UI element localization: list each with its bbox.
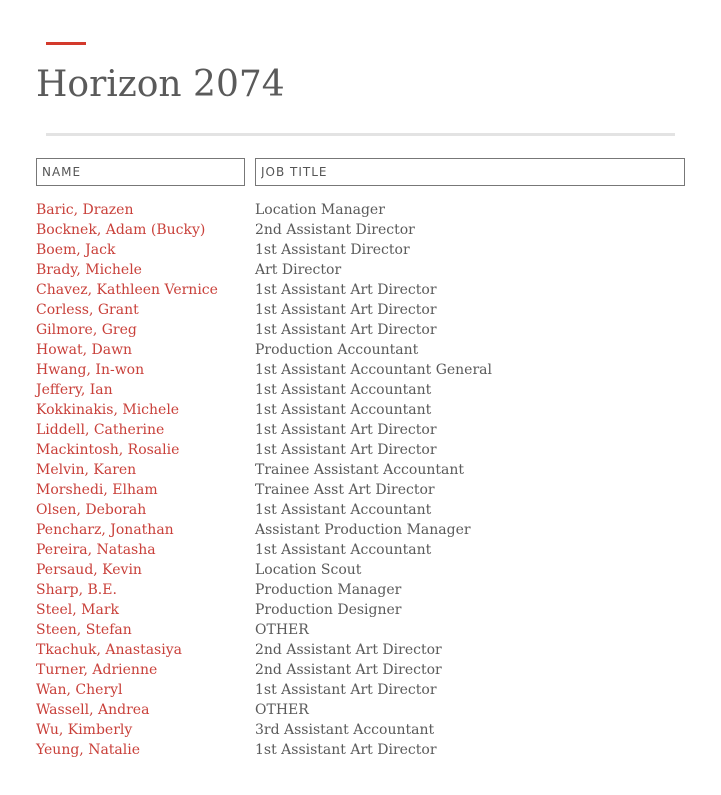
crew-name-link[interactable]: Howat, Dawn: [36, 342, 133, 358]
crew-name-link[interactable]: Sharp, B.E.: [36, 582, 117, 598]
crew-name-link[interactable]: Bocknek, Adam (Bucky): [36, 222, 206, 238]
page-title: Horizon 2074: [36, 64, 285, 105]
crew-job-title: OTHER: [255, 622, 309, 638]
crew-name-link[interactable]: Morshedi, Elham: [36, 482, 158, 498]
crew-name-link[interactable]: Wu, Kimberly: [36, 722, 133, 738]
crew-name-link[interactable]: Persaud, Kevin: [36, 562, 142, 578]
crew-name-link[interactable]: Jeffery, Ian: [36, 382, 113, 398]
crew-name-link[interactable]: Pencharz, Jonathan: [36, 522, 174, 538]
title-accent-bar: [46, 42, 86, 45]
crew-job-title: OTHER: [255, 702, 309, 718]
crew-name-link[interactable]: Turner, Adrienne: [36, 662, 158, 678]
crew-name-link[interactable]: Boem, Jack: [36, 242, 116, 258]
crew-name-link[interactable]: Wan, Cheryl: [36, 682, 123, 698]
crew-job-title: Trainee Assistant Accountant: [255, 462, 464, 478]
crew-name-link[interactable]: Tkachuk, Anastasiya: [36, 642, 182, 658]
crew-name-link[interactable]: Steel, Mark: [36, 602, 120, 618]
crew-job-title: 1st Assistant Accountant: [255, 402, 432, 418]
crew-job-title: 3rd Assistant Accountant: [255, 722, 435, 738]
crew-job-title: 1st Assistant Art Director: [255, 302, 437, 318]
crew-name-link[interactable]: Wassell, Andrea: [36, 702, 150, 718]
crew-name-link[interactable]: Baric, Drazen: [36, 202, 134, 218]
crew-job-title: 2nd Assistant Director: [255, 222, 415, 238]
crew-job-title: 1st Assistant Accountant: [255, 502, 432, 518]
name-filter-input[interactable]: [36, 158, 245, 186]
crew-job-title: 1st Assistant Accountant: [255, 382, 432, 398]
crew-job-title: 1st Assistant Art Director: [255, 422, 437, 438]
header-divider: [46, 133, 675, 136]
crew-job-title: 1st Assistant Art Director: [255, 322, 437, 338]
crew-job-title: 2nd Assistant Art Director: [255, 642, 442, 658]
crew-name-link[interactable]: Gilmore, Greg: [36, 322, 137, 338]
crew-name-link[interactable]: Brady, Michele: [36, 262, 142, 278]
crew-job-title: Location Manager: [255, 202, 385, 218]
job-title-filter-input[interactable]: [255, 158, 685, 186]
crew-job-title: 1st Assistant Accountant: [255, 542, 432, 558]
crew-name-link[interactable]: Mackintosh, Rosalie: [36, 442, 180, 458]
crew-name-link[interactable]: Olsen, Deborah: [36, 502, 147, 518]
crew-name-link[interactable]: Hwang, In-won: [36, 362, 145, 378]
crew-name-link[interactable]: Chavez, Kathleen Vernice: [36, 282, 218, 298]
crew-name-link[interactable]: Steen, Stefan: [36, 622, 132, 638]
crew-job-title: Art Director: [255, 262, 342, 278]
crew-name-link[interactable]: Melvin, Karen: [36, 462, 137, 478]
crew-name-link[interactable]: Pereira, Natasha: [36, 542, 156, 558]
crew-name-link[interactable]: Yeung, Natalie: [36, 742, 141, 758]
crew-job-title: 1st Assistant Art Director: [255, 742, 437, 758]
crew-job-title: 1st Assistant Art Director: [255, 282, 437, 298]
crew-job-title: Production Designer: [255, 602, 402, 618]
crew-job-title: 1st Assistant Art Director: [255, 682, 437, 698]
crew-job-title: Production Manager: [255, 582, 402, 598]
crew-name-link[interactable]: Liddell, Catherine: [36, 422, 165, 438]
crew-job-title: Location Scout: [255, 562, 362, 578]
crew-job-title: 1st Assistant Accountant General: [255, 362, 492, 378]
crew-name-link[interactable]: Corless, Grant: [36, 302, 139, 318]
crew-job-title: Production Accountant: [255, 342, 419, 358]
crew-job-title: 1st Assistant Art Director: [255, 442, 437, 458]
crew-job-title: Trainee Asst Art Director: [255, 482, 435, 498]
crew-name-link[interactable]: Kokkinakis, Michele: [36, 402, 180, 418]
crew-job-title: 2nd Assistant Art Director: [255, 662, 442, 678]
crew-job-title: Assistant Production Manager: [255, 522, 471, 538]
crew-job-title: 1st Assistant Director: [255, 242, 410, 258]
